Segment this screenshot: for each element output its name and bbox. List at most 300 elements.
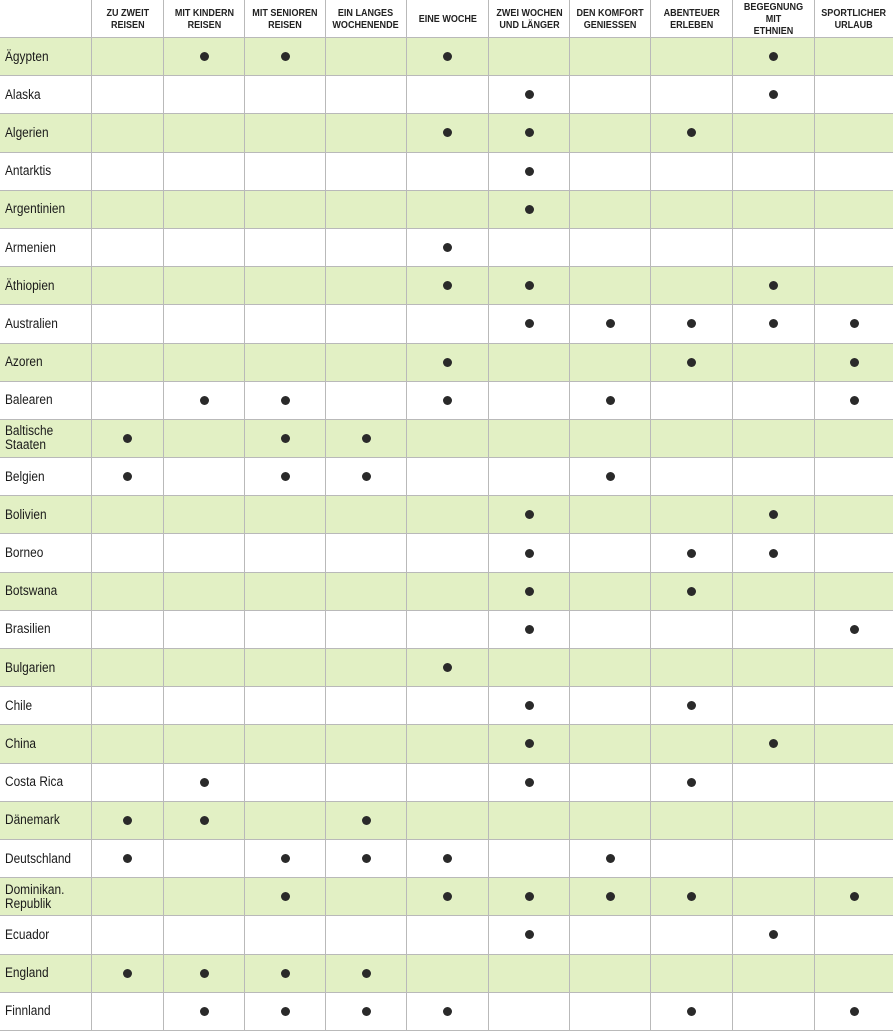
country-name: Äthiopien — [5, 277, 55, 293]
table-cell — [570, 458, 651, 496]
table-cell — [326, 993, 407, 1031]
table-cell — [92, 955, 164, 993]
table-cell — [326, 534, 407, 572]
table-cell — [245, 420, 326, 458]
table-cell — [164, 496, 245, 534]
table-cell — [92, 191, 164, 229]
filled-dot-icon — [687, 701, 696, 710]
filled-dot-icon — [281, 52, 290, 61]
table-cell — [245, 344, 326, 382]
country-name: Armenien — [5, 239, 56, 255]
table-cell — [164, 840, 245, 878]
filled-dot-icon — [443, 1007, 452, 1016]
table-cell — [651, 725, 733, 763]
country-name-cell — [0, 534, 92, 572]
table-cell — [326, 496, 407, 534]
table-cell — [326, 344, 407, 382]
filled-dot-icon — [123, 854, 132, 863]
filled-dot-icon — [525, 319, 534, 328]
table-cell — [489, 153, 570, 191]
country-name: Deutschland — [5, 850, 72, 866]
table-cell — [733, 267, 815, 305]
table-cell — [245, 764, 326, 802]
table-cell — [407, 496, 489, 534]
table-cell — [815, 496, 893, 534]
column-header — [92, 0, 164, 38]
table-cell — [326, 802, 407, 840]
table-cell — [245, 955, 326, 993]
filled-dot-icon — [123, 472, 132, 481]
filled-dot-icon — [123, 816, 132, 825]
filled-dot-icon — [443, 854, 452, 863]
column-header — [245, 0, 326, 38]
country-name-cell — [0, 687, 92, 725]
table-cell — [815, 916, 893, 954]
filled-dot-icon — [281, 1007, 290, 1016]
table-cell — [245, 267, 326, 305]
table-cell — [326, 382, 407, 420]
table-cell — [326, 76, 407, 114]
country-name-cell — [0, 267, 92, 305]
table-cell — [651, 267, 733, 305]
table-cell — [489, 687, 570, 725]
country-name: Botswana — [5, 583, 58, 599]
table-cell — [489, 993, 570, 1031]
table-cell — [651, 38, 733, 76]
table-cell — [489, 649, 570, 687]
country-name: Balearen — [5, 392, 53, 408]
table-cell — [92, 229, 164, 267]
filled-dot-icon — [281, 472, 290, 481]
table-cell — [164, 76, 245, 114]
table-cell — [407, 955, 489, 993]
column-header — [407, 0, 489, 38]
table-cell — [407, 687, 489, 725]
filled-dot-icon — [687, 778, 696, 787]
filled-dot-icon — [123, 434, 132, 443]
table-cell — [733, 916, 815, 954]
table-cell — [733, 802, 815, 840]
table-cell — [651, 114, 733, 152]
filled-dot-icon — [525, 778, 534, 787]
table-cell — [407, 993, 489, 1031]
filled-dot-icon — [850, 625, 859, 634]
filled-dot-icon — [687, 319, 696, 328]
table-cell — [326, 114, 407, 152]
table-cell — [815, 802, 893, 840]
table-cell — [815, 229, 893, 267]
table-cell — [407, 878, 489, 916]
table-cell — [570, 878, 651, 916]
table-cell — [651, 76, 733, 114]
filled-dot-icon — [525, 701, 534, 710]
filled-dot-icon — [687, 892, 696, 901]
table-cell — [245, 611, 326, 649]
table-cell — [733, 344, 815, 382]
country-name-cell — [0, 420, 92, 458]
filled-dot-icon — [443, 892, 452, 901]
table-cell — [815, 840, 893, 878]
table-cell — [245, 229, 326, 267]
table-cell — [489, 229, 570, 267]
filled-dot-icon — [200, 969, 209, 978]
table-cell — [245, 802, 326, 840]
table-cell — [651, 955, 733, 993]
table-cell — [489, 114, 570, 152]
country-name: Ecuador — [5, 926, 50, 942]
table-cell — [570, 573, 651, 611]
filled-dot-icon — [850, 358, 859, 367]
table-cell — [92, 725, 164, 763]
table-cell — [733, 573, 815, 611]
table-cell — [407, 802, 489, 840]
table-cell — [164, 802, 245, 840]
table-cell — [245, 496, 326, 534]
header-corner — [0, 0, 92, 38]
country-name: Antarktis — [5, 163, 52, 179]
table-cell — [245, 534, 326, 572]
table-cell — [651, 611, 733, 649]
table-cell — [570, 191, 651, 229]
table-cell — [570, 229, 651, 267]
table-cell — [570, 802, 651, 840]
country-name-cell — [0, 496, 92, 534]
table-cell — [815, 191, 893, 229]
table-cell — [815, 420, 893, 458]
table-cell — [570, 993, 651, 1031]
filled-dot-icon — [769, 739, 778, 748]
table-cell — [245, 382, 326, 420]
table-cell — [92, 611, 164, 649]
table-cell — [407, 916, 489, 954]
table-cell — [92, 153, 164, 191]
table-cell — [245, 878, 326, 916]
filled-dot-icon — [525, 587, 534, 596]
table-cell — [733, 458, 815, 496]
table-cell — [164, 611, 245, 649]
filled-dot-icon — [525, 128, 534, 137]
table-cell — [651, 229, 733, 267]
filled-dot-icon — [769, 52, 778, 61]
table-cell — [245, 114, 326, 152]
table-cell — [407, 114, 489, 152]
filled-dot-icon — [281, 434, 290, 443]
table-cell — [570, 305, 651, 343]
country-name: Bulgarien — [5, 659, 56, 675]
table-cell — [407, 649, 489, 687]
country-name: China — [5, 735, 37, 751]
table-cell — [570, 382, 651, 420]
country-name: Dominikan. Republik — [5, 881, 65, 911]
filled-dot-icon — [606, 396, 615, 405]
filled-dot-icon — [525, 625, 534, 634]
column-header — [326, 0, 407, 38]
filled-dot-icon — [687, 1007, 696, 1016]
table-cell — [92, 993, 164, 1031]
filled-dot-icon — [687, 128, 696, 137]
table-cell — [733, 878, 815, 916]
table-cell — [164, 649, 245, 687]
table-cell — [489, 764, 570, 802]
table-cell — [489, 420, 570, 458]
country-name: Chile — [5, 697, 33, 713]
table-cell — [489, 534, 570, 572]
column-header-label: MIT KINDERN REISEN — [174, 6, 234, 31]
country-name-cell — [0, 955, 92, 993]
table-cell — [245, 687, 326, 725]
table-cell — [92, 267, 164, 305]
table-cell — [245, 153, 326, 191]
country-name-cell — [0, 38, 92, 76]
table-cell — [407, 764, 489, 802]
table-cell — [570, 114, 651, 152]
table-cell — [651, 916, 733, 954]
filled-dot-icon — [606, 472, 615, 481]
table-cell — [326, 878, 407, 916]
table-cell — [651, 344, 733, 382]
table-cell — [164, 573, 245, 611]
table-cell — [570, 267, 651, 305]
country-name: Alaska — [5, 86, 41, 102]
column-header-label: EIN LANGES WOCHENENDE — [332, 6, 400, 31]
table-cell — [489, 191, 570, 229]
table-cell — [92, 114, 164, 152]
table-cell — [733, 993, 815, 1031]
filled-dot-icon — [606, 892, 615, 901]
table-cell — [489, 611, 570, 649]
filled-dot-icon — [200, 52, 209, 61]
table-cell — [92, 573, 164, 611]
table-cell — [651, 305, 733, 343]
table-cell — [326, 725, 407, 763]
table-cell — [245, 38, 326, 76]
column-header-label: ZWEI WOCHEN UND LÄNGER — [495, 6, 563, 31]
table-cell — [815, 725, 893, 763]
table-cell — [489, 916, 570, 954]
table-cell — [407, 611, 489, 649]
table-cell — [651, 382, 733, 420]
country-name: Ägypten — [5, 48, 49, 64]
table-cell — [815, 611, 893, 649]
table-cell — [326, 687, 407, 725]
table-cell — [489, 38, 570, 76]
table-cell — [733, 840, 815, 878]
country-name-cell — [0, 993, 92, 1031]
filled-dot-icon — [281, 396, 290, 405]
filled-dot-icon — [362, 472, 371, 481]
table-cell — [489, 267, 570, 305]
country-name: Costa Rica — [5, 774, 64, 790]
filled-dot-icon — [769, 319, 778, 328]
column-header-label: MIT SENIOREN REISEN — [252, 6, 318, 31]
country-name-cell — [0, 344, 92, 382]
table-cell — [326, 573, 407, 611]
table-cell — [651, 420, 733, 458]
table-cell — [570, 534, 651, 572]
table-cell — [651, 191, 733, 229]
country-name-cell — [0, 916, 92, 954]
filled-dot-icon — [525, 205, 534, 214]
table-cell — [407, 76, 489, 114]
filled-dot-icon — [281, 854, 290, 863]
filled-dot-icon — [281, 892, 290, 901]
table-cell — [92, 764, 164, 802]
table-cell — [489, 76, 570, 114]
country-name-cell — [0, 191, 92, 229]
table-cell — [92, 649, 164, 687]
table-cell — [651, 764, 733, 802]
table-cell — [164, 458, 245, 496]
table-cell — [815, 382, 893, 420]
table-cell — [733, 764, 815, 802]
table-cell — [815, 38, 893, 76]
table-cell — [326, 267, 407, 305]
table-cell — [489, 840, 570, 878]
table-cell — [407, 229, 489, 267]
table-cell — [815, 267, 893, 305]
table-cell — [92, 496, 164, 534]
table-cell — [92, 534, 164, 572]
table-cell — [815, 993, 893, 1031]
table-cell — [733, 114, 815, 152]
column-header-label: BEGEGNUNG MIT ETHNIEN — [743, 0, 804, 37]
country-name-cell — [0, 382, 92, 420]
filled-dot-icon — [443, 52, 452, 61]
table-cell — [92, 76, 164, 114]
country-name-cell — [0, 153, 92, 191]
country-name-cell — [0, 229, 92, 267]
column-header — [489, 0, 570, 38]
table-cell — [815, 573, 893, 611]
table-cell — [815, 649, 893, 687]
table-cell — [164, 534, 245, 572]
table-cell — [733, 305, 815, 343]
table-cell — [489, 802, 570, 840]
table-cell — [326, 153, 407, 191]
filled-dot-icon — [443, 396, 452, 405]
column-header — [651, 0, 733, 38]
table-cell — [407, 305, 489, 343]
country-name: Borneo — [5, 545, 44, 561]
column-header-label: SPORTLICHER URLAUB — [821, 6, 887, 31]
table-cell — [733, 38, 815, 76]
table-cell — [651, 573, 733, 611]
table-cell — [570, 649, 651, 687]
table-cell — [733, 496, 815, 534]
column-header-label: DEN KOMFORT GENIESSEN — [576, 6, 644, 31]
filled-dot-icon — [200, 396, 209, 405]
filled-dot-icon — [525, 167, 534, 176]
table-cell — [245, 916, 326, 954]
table-cell — [92, 802, 164, 840]
table-cell — [245, 458, 326, 496]
filled-dot-icon — [525, 930, 534, 939]
table-cell — [651, 878, 733, 916]
table-cell — [733, 611, 815, 649]
table-cell — [407, 191, 489, 229]
table-cell — [489, 344, 570, 382]
filled-dot-icon — [769, 930, 778, 939]
column-header-label: EINE WOCHE — [418, 12, 477, 25]
filled-dot-icon — [443, 128, 452, 137]
table-cell — [733, 420, 815, 458]
table-cell — [164, 344, 245, 382]
filled-dot-icon — [362, 434, 371, 443]
table-cell — [815, 878, 893, 916]
table-cell — [326, 611, 407, 649]
table-cell — [570, 725, 651, 763]
table-cell — [651, 687, 733, 725]
country-name: Algerien — [5, 124, 49, 140]
table-cell — [164, 153, 245, 191]
country-name-cell — [0, 802, 92, 840]
table-cell — [164, 878, 245, 916]
filled-dot-icon — [687, 587, 696, 596]
table-cell — [164, 916, 245, 954]
table-cell — [407, 458, 489, 496]
table-cell — [326, 229, 407, 267]
table-cell — [489, 878, 570, 916]
table-cell — [326, 764, 407, 802]
country-name: Baltische Staaten — [5, 423, 54, 453]
filled-dot-icon — [525, 281, 534, 290]
table-cell — [326, 649, 407, 687]
table-cell — [164, 687, 245, 725]
table-cell — [489, 458, 570, 496]
table-cell — [245, 305, 326, 343]
filled-dot-icon — [123, 969, 132, 978]
table-cell — [245, 573, 326, 611]
filled-dot-icon — [443, 358, 452, 367]
country-name: Brasilien — [5, 621, 51, 637]
table-cell — [570, 38, 651, 76]
table-cell — [164, 305, 245, 343]
table-cell — [489, 725, 570, 763]
column-header — [570, 0, 651, 38]
table-cell — [92, 38, 164, 76]
filled-dot-icon — [362, 854, 371, 863]
filled-dot-icon — [362, 1007, 371, 1016]
table-cell — [326, 916, 407, 954]
country-name: Argentinien — [5, 201, 66, 217]
filled-dot-icon — [687, 549, 696, 558]
table-cell — [326, 420, 407, 458]
table-cell — [245, 76, 326, 114]
country-name: England — [5, 965, 49, 981]
table-cell — [92, 687, 164, 725]
table-cell — [570, 687, 651, 725]
country-name-cell — [0, 114, 92, 152]
table-cell — [407, 38, 489, 76]
filled-dot-icon — [769, 510, 778, 519]
filled-dot-icon — [687, 358, 696, 367]
table-cell — [733, 687, 815, 725]
table-cell — [651, 458, 733, 496]
table-cell — [92, 382, 164, 420]
table-cell — [407, 420, 489, 458]
filled-dot-icon — [850, 396, 859, 405]
table-cell — [92, 420, 164, 458]
table-cell — [92, 305, 164, 343]
filled-dot-icon — [606, 854, 615, 863]
table-cell — [92, 916, 164, 954]
country-name-cell — [0, 611, 92, 649]
table-cell — [164, 420, 245, 458]
table-cell — [570, 153, 651, 191]
column-header-label: ZU ZWEIT REISEN — [106, 6, 149, 31]
filled-dot-icon — [525, 549, 534, 558]
table-cell — [245, 993, 326, 1031]
